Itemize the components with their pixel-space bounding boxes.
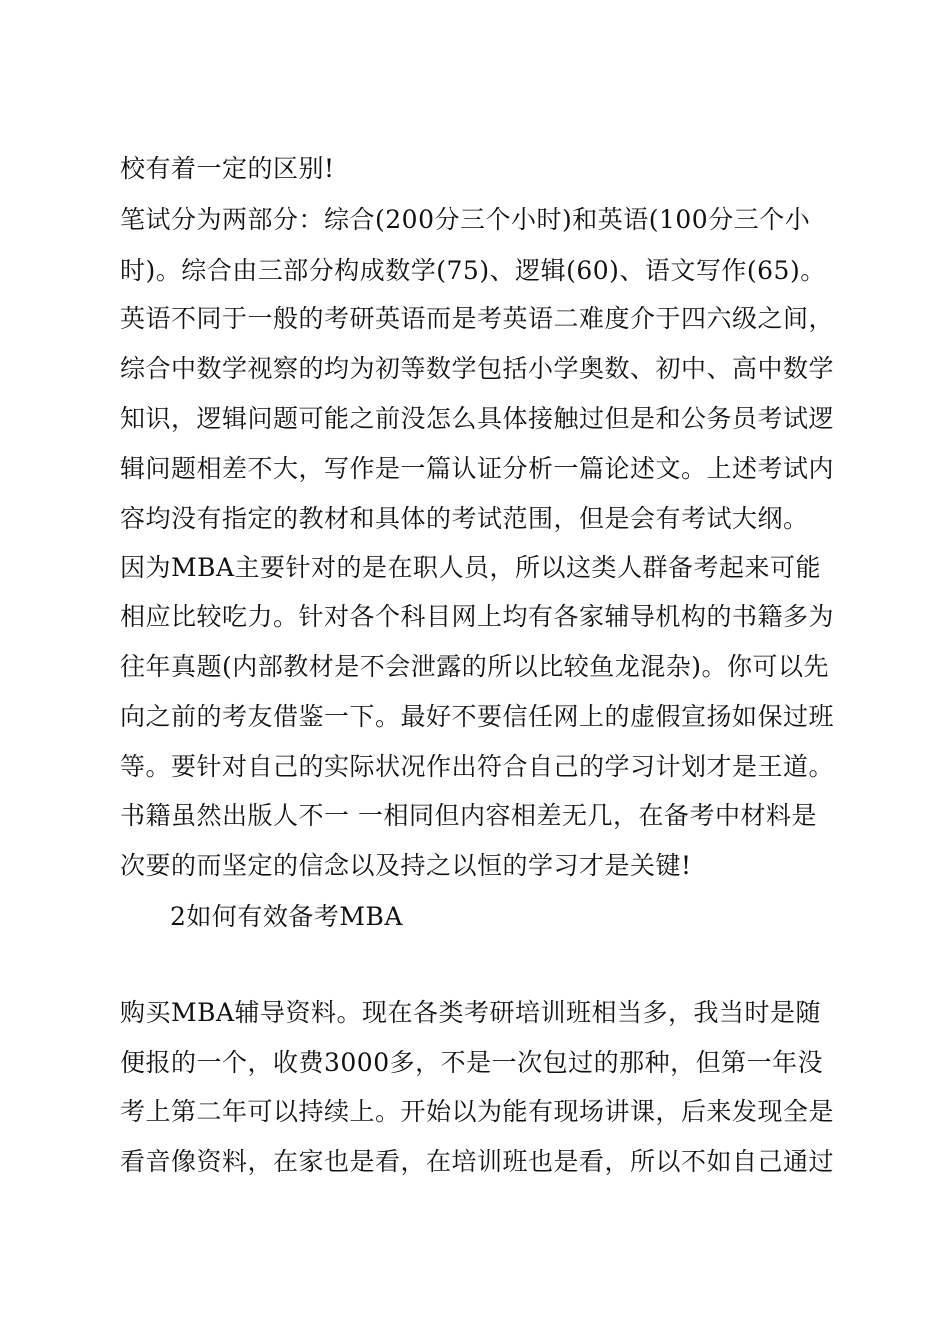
paragraph-line: 次要的而坚定的信念以及持之以恒的学习才是关键! xyxy=(120,851,692,880)
paragraph-line: 辑问题相差不大，写作是一篇认证分析一篇论述文。上述考试内 xyxy=(120,454,835,483)
paragraph-line: 等。要针对自己的实际状况作出符合自己的学习计划才是王道。 xyxy=(120,752,835,781)
section-heading: 2如何有效备考MBA xyxy=(170,902,403,931)
paragraph-line: 知识，逻辑问题可能之前没怎么具体接触过但是和公务员考试逻 xyxy=(120,404,835,433)
paragraph-line: 便报的一个，收费3000多，不是一次包过的那种，但第一年没 xyxy=(120,1048,824,1077)
paragraph-line: 相应比较吃力。针对各个科目网上均有各家辅导机构的书籍多为 xyxy=(120,602,835,631)
paragraph-line: 考上第二年可以持续上。开始以为能有现场讲课，后来发现全是 xyxy=(120,1097,835,1126)
paragraph-line: 往年真题(内部教材是不会泄露的所以比较鱼龙混杂)。你可以先 xyxy=(120,652,830,681)
paragraph-line: 容均没有指定的教材和具体的考试范围，但是会有考试大纲。 xyxy=(120,504,809,533)
paragraph-line: 向之前的考友借鉴一下。最好不要信任网上的虚假宣扬如保过班 xyxy=(120,702,835,731)
paragraph-line: 英语不同于一般的考研英语而是考英语二难度介于四六级之间， xyxy=(120,304,835,333)
paragraph-line: 书籍虽然出版人不一 一相同但内容相差无几，在备考中材料是 xyxy=(120,801,817,830)
paragraph-line: 校有着一定的区别! xyxy=(120,154,335,183)
paragraph-line: 购买MBA辅导资料。现在各类考研培训班相当多，我当时是随 xyxy=(120,998,822,1027)
paragraph-line: 看音像资料，在家也是看，在培训班也是看，所以不如自己通过 xyxy=(120,1147,835,1176)
paragraph-line: 笔试分为两部分：综合(200分三个小时)和英语(100分三个小 xyxy=(120,205,811,234)
paragraph-line: 时)。综合由三部分构成数学(75)、逻辑(60)、语文写作(65)。 xyxy=(120,256,826,285)
paragraph-line: 因为MBA主要针对的是在职人员，所以这类人群备考起来可能 xyxy=(120,553,822,582)
paragraph-line: 综合中数学视察的均为初等数学包括小学奥数、初中、高中数学 xyxy=(120,354,835,383)
